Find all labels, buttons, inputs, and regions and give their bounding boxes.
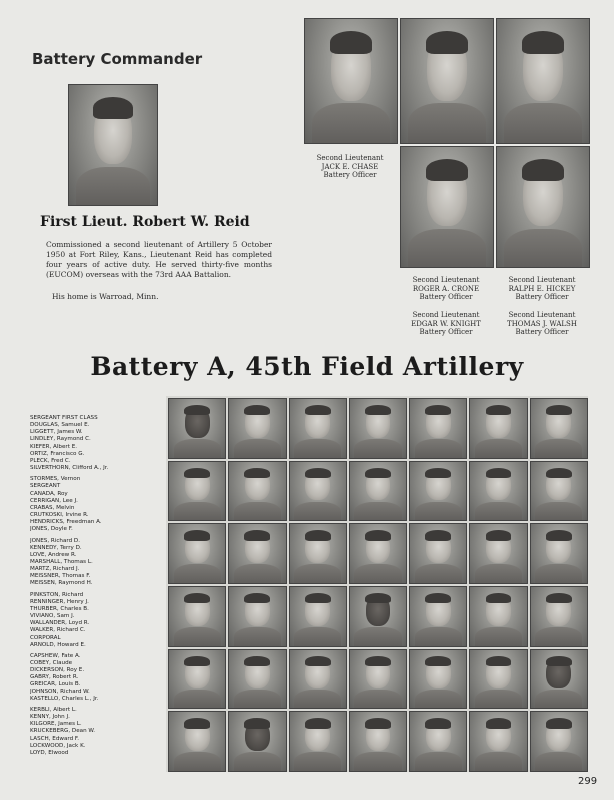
roster-name: LINDLEY, Raymond C. bbox=[30, 436, 91, 443]
roster-name: JONES, Richard D. bbox=[30, 537, 80, 544]
soldier-portrait bbox=[168, 711, 226, 772]
officer-portrait-2 bbox=[400, 18, 494, 144]
commander-home: His home is Warroad, Minn. bbox=[52, 292, 159, 301]
officer-name: RALPH E. HICKEY bbox=[508, 284, 576, 293]
roster-name: MEISSNER, Thomas F. bbox=[30, 573, 91, 580]
officer-title: Battery Officer bbox=[323, 171, 377, 179]
soldier-portrait bbox=[469, 523, 527, 584]
soldier-portrait bbox=[228, 649, 286, 710]
roster-name: KASTELLO, Charles L., Jr. bbox=[30, 695, 99, 702]
soldier-portrait bbox=[409, 649, 467, 710]
soldier-portrait bbox=[228, 523, 286, 584]
officer-caption-chase bbox=[300, 154, 400, 180]
roster-name: KIEFER, Albert E. bbox=[30, 443, 78, 450]
officer-name: JACK E. CHASE bbox=[321, 162, 379, 171]
roster-name: CANADA, Roy bbox=[30, 490, 68, 497]
soldier-portrait bbox=[289, 711, 347, 772]
soldier-portrait bbox=[530, 523, 588, 584]
roster-name: MEISSEN, Raymond H. bbox=[30, 580, 93, 587]
commander-bio: Commissioned a second lieutenant of Artillery 5 October 1950 at Fort Riley, Kans., Lieutenant Reid has completed four years of active duty. He served thirty-five months (EUCOM) overseas with the 73rd AAA Battalion. bbox=[46, 240, 272, 279]
roster-name: JONES, Doyle F. bbox=[30, 526, 73, 533]
soldier-portrait bbox=[349, 711, 407, 772]
soldier-portrait bbox=[469, 398, 527, 459]
soldier-portrait bbox=[168, 461, 226, 522]
portrait-grid bbox=[166, 396, 588, 772]
roster-name: STORMES, Vernon bbox=[30, 476, 81, 483]
soldier-portrait bbox=[168, 523, 226, 584]
officer-portrait-chase bbox=[304, 18, 398, 144]
officer-rank: Second Lieutenant bbox=[316, 154, 384, 162]
soldier-portrait bbox=[289, 461, 347, 522]
soldier-portrait bbox=[469, 586, 527, 647]
soldier-portrait bbox=[530, 461, 588, 522]
officer-rank: Second Lieutenant bbox=[412, 311, 480, 319]
roster-name: KENNY, John J. bbox=[30, 714, 70, 721]
roster-name: MARSHALL, Thomas L. bbox=[30, 558, 93, 565]
soldier-portrait bbox=[409, 586, 467, 647]
roster-name: LOCKWOOD, Jack K. bbox=[30, 742, 86, 749]
soldier-portrait bbox=[409, 398, 467, 459]
soldier-portrait bbox=[530, 711, 588, 772]
soldier-portrait bbox=[168, 398, 226, 459]
officer-portrait-hickey bbox=[496, 146, 590, 268]
officer-name: ROGER A. CRONE bbox=[412, 284, 480, 293]
soldier-portrait bbox=[289, 398, 347, 459]
officer-portrait-crone bbox=[400, 146, 494, 268]
soldier-portrait bbox=[289, 586, 347, 647]
roster-name: RENNINGER, Henry J. bbox=[30, 598, 89, 605]
roster-name: GABRY, Robert R. bbox=[30, 674, 79, 681]
soldier-portrait bbox=[228, 711, 286, 772]
officer-caption-walsh bbox=[488, 311, 596, 337]
roster-name: KILGORE, James L. bbox=[30, 721, 82, 728]
page-number: 299 bbox=[578, 776, 598, 787]
roster-name: LASCH, Edward F. bbox=[30, 735, 80, 742]
roster-rank-heading: CORPORAL bbox=[30, 634, 61, 641]
battery-title: Battery A, 45th Field Artillery bbox=[90, 352, 524, 381]
soldier-portrait bbox=[168, 586, 226, 647]
soldier-portrait bbox=[289, 523, 347, 584]
soldier-portrait bbox=[228, 398, 286, 459]
officer-name: EDGAR W. KNIGHT bbox=[411, 319, 481, 328]
officer-caption-crone bbox=[392, 276, 500, 302]
roster-rank-heading: SERGEANT bbox=[30, 483, 61, 490]
battery-commander-heading: Battery Commander bbox=[32, 50, 203, 68]
roster-name: SILVERTHORN, Clifford A., Jr. bbox=[30, 465, 109, 472]
officer-rank: Second Lieutenant bbox=[508, 276, 576, 284]
roster-name: ORTIZ, Francisco G. bbox=[30, 450, 85, 457]
roster-list bbox=[30, 415, 168, 757]
roster-name: JOHNSON, Richard W. bbox=[30, 688, 90, 695]
roster-name: PINKSTON, Richard bbox=[30, 591, 84, 598]
roster-name: CAPSHEW, Fate A. bbox=[30, 652, 81, 659]
soldier-portrait bbox=[409, 461, 467, 522]
roster-name: CRUTKOSKI, Irvine R. bbox=[30, 512, 89, 519]
soldier-portrait bbox=[409, 711, 467, 772]
soldier-portrait bbox=[349, 523, 407, 584]
officer-caption-hickey bbox=[490, 276, 594, 302]
officer-title: Battery Officer bbox=[419, 328, 473, 336]
roster-name: VIVIANO, Sam J. bbox=[30, 613, 75, 620]
soldier-portrait bbox=[530, 398, 588, 459]
roster-name: THURBER, Charles B. bbox=[30, 605, 89, 612]
roster-name: LOYD, Elwood bbox=[30, 749, 69, 756]
roster-name: DICKERSON, Roy E. bbox=[30, 667, 85, 674]
roster-rank-heading: SERGEANT FIRST CLASS bbox=[30, 415, 98, 421]
soldier-portrait bbox=[469, 711, 527, 772]
officer-title: Battery Officer bbox=[419, 293, 473, 301]
commander-name: First Lieut. Robert W. Reid bbox=[40, 214, 250, 230]
soldier-portrait bbox=[289, 649, 347, 710]
roster-name: KENNEDY, Terry D. bbox=[30, 544, 82, 551]
roster-name: DOUGLAS, Samuel E. bbox=[30, 422, 90, 429]
roster-name: CERRIGAN, Lee J. bbox=[30, 497, 78, 504]
officer-title: Battery Officer bbox=[515, 328, 569, 336]
roster-name: KERBLI, Albert L. bbox=[30, 706, 77, 713]
soldier-portrait bbox=[349, 398, 407, 459]
soldier-portrait bbox=[349, 461, 407, 522]
officer-rank: Second Lieutenant bbox=[412, 276, 480, 284]
roster-name: COBEY, Claude bbox=[30, 660, 73, 666]
soldier-portrait bbox=[530, 586, 588, 647]
soldier-portrait bbox=[469, 461, 527, 522]
roster-name: LOVE, Andrew R. bbox=[30, 551, 77, 558]
soldier-portrait bbox=[349, 586, 407, 647]
soldier-portrait bbox=[469, 649, 527, 710]
officer-rank: Second Lieutenant bbox=[508, 311, 576, 319]
roster-name: WALKER, Richard C. bbox=[30, 627, 86, 634]
roster-name: GREICAR, Louis B. bbox=[30, 681, 81, 688]
roster-name: CRABAS, Melvin bbox=[30, 504, 75, 511]
soldier-portrait bbox=[228, 586, 286, 647]
roster-name: PLECK, Fred C. bbox=[30, 457, 71, 464]
roster-name: MARTZ, Richard J. bbox=[30, 566, 80, 573]
officer-title: Battery Officer bbox=[515, 293, 569, 301]
roster-name: ARNOLD, Howard E. bbox=[30, 641, 86, 648]
officer-caption-knight bbox=[392, 311, 500, 337]
soldier-portrait bbox=[349, 649, 407, 710]
soldier-portrait bbox=[409, 523, 467, 584]
roster-name: KRUCKEBERG, Dean W. bbox=[30, 728, 96, 735]
officer-name: THOMAS J. WALSH bbox=[507, 319, 577, 328]
roster-name: LIGGETT, James W. bbox=[30, 429, 83, 436]
commander-portrait bbox=[68, 84, 158, 206]
roster-name: WALLANDER, Loyd R. bbox=[30, 620, 90, 627]
soldier-portrait bbox=[530, 649, 588, 710]
soldier-portrait bbox=[228, 461, 286, 522]
officer-portrait-3 bbox=[496, 18, 590, 144]
roster-name: HENDRICKS, Freedman A. bbox=[30, 519, 102, 526]
soldier-portrait bbox=[168, 649, 226, 710]
